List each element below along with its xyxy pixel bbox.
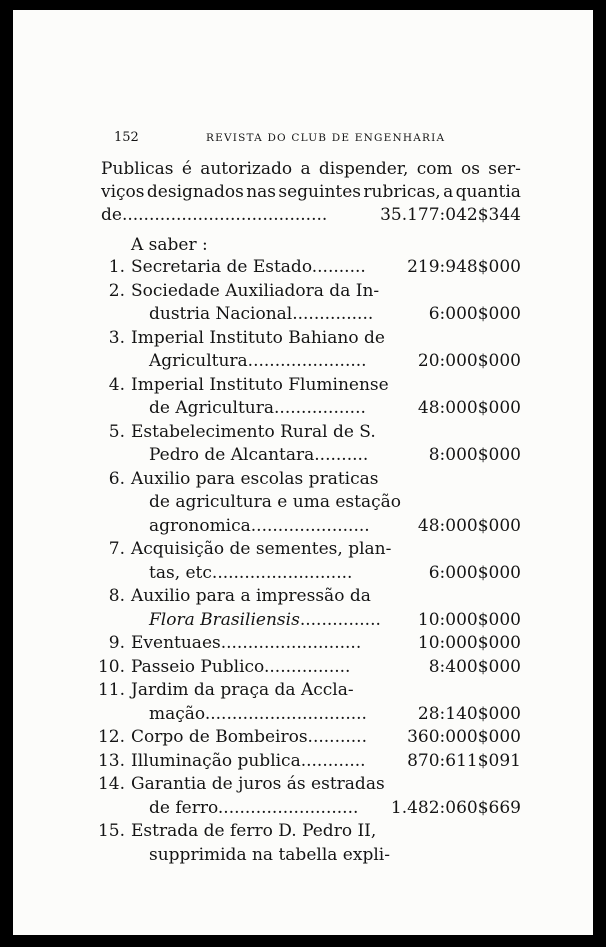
item-text-line: de ferro.......................... (149, 797, 359, 818)
item-text-line: de agricultura e uma estação (149, 492, 401, 512)
item-amount: 10:000$000 (417, 633, 521, 653)
item-text-line: Auxilio para escolas praticas (131, 468, 379, 489)
item-text-line: Secretaria de Estado.......... (131, 257, 366, 277)
item-text-line: supprimida na tabella expli- (149, 844, 390, 865)
item-amount: 48:000$000 (417, 398, 521, 418)
page-number: 152 (114, 130, 139, 145)
item-number: 15. (97, 821, 125, 841)
item-number: 4. (108, 374, 125, 395)
book-page (13, 10, 593, 935)
item-amount: 870:611$091 (407, 750, 521, 771)
item-text-line: dustria Nacional............... (149, 304, 374, 324)
item-number: 2. (108, 280, 125, 301)
item-amount: 20:000$000 (417, 351, 521, 371)
item-text-line: Pedro de Alcantara.......... (149, 445, 369, 465)
item-number: 3. (108, 327, 125, 348)
item-text-line: Estrada de ferro D. Pedro II, (131, 821, 377, 841)
a-saber-label: A saber : (131, 235, 208, 255)
item-amount: 8:400$000 (428, 656, 521, 677)
item-amount: 28:140$000 (417, 703, 521, 724)
item-text-line: Acquisição de sementes, plan- (131, 539, 392, 559)
item-number: 11. (97, 680, 125, 700)
item-number: 10. (97, 656, 125, 677)
item-text-line: Eventuaes.......................... (131, 633, 362, 653)
item-amount: 10:000$000 (417, 609, 521, 630)
item-amount: 8:000$000 (428, 445, 521, 465)
item-amount: 219:948$000 (407, 257, 521, 277)
item-number: 5. (108, 421, 125, 442)
item-number: 12. (97, 727, 125, 747)
item-text-line: Passeio Publico................ (131, 656, 351, 677)
item-amount: 6:000$000 (428, 562, 521, 583)
item-text-line: Jardim da praça da Accla- (131, 680, 354, 700)
item-amount: 6:000$000 (428, 304, 521, 324)
item-text-line: Imperial Instituto Bahiano de (131, 327, 385, 348)
item-text-line: Flora Brasiliensis............... (149, 609, 381, 630)
item-text-line: Agricultura...................... (149, 351, 367, 371)
item-text-line: Corpo de Bombeiros........... (131, 727, 367, 747)
item-text-line: mação.............................. (149, 703, 367, 724)
item-amount: 1.482:060$669 (390, 797, 521, 818)
intro-line-1: Publicas é autorizado a dispender, com os ser- (101, 159, 521, 179)
item-text-line: Illuminação publica............ (131, 750, 366, 771)
total-amount: 35.177:042$344 (380, 205, 521, 225)
item-text-line: Sociedade Auxiliadora da In- (131, 280, 380, 301)
running-title: REVISTA DO CLUB DE ENGENHARIA (206, 132, 446, 144)
item-amount: 48:000$000 (417, 515, 521, 536)
item-text-line: agronomica...................... (149, 515, 370, 536)
intro-line-2: viços designados nas seguintes rubricas, a quantia (101, 182, 521, 202)
item-number: 13. (97, 750, 125, 771)
item-text-line: Garantia de juros ás estradas (131, 774, 385, 794)
item-number: 1. (108, 257, 125, 277)
item-number: 8. (108, 586, 125, 606)
item-number: 14. (97, 774, 125, 794)
item-text-line: Auxilio para a impressão da (131, 586, 371, 606)
item-number: 6. (108, 468, 125, 489)
item-text-line: Imperial Instituto Fluminense (131, 374, 389, 395)
item-text-line: de Agricultura................. (149, 398, 366, 418)
intro-line-3: de...................................... (101, 205, 328, 225)
item-text-line: Estabelecimento Rural de S. (131, 421, 376, 442)
item-amount: 360:000$000 (407, 727, 521, 747)
item-text-line: tas, etc.......................... (149, 562, 353, 583)
item-number: 9. (108, 633, 125, 653)
running-header (114, 130, 534, 150)
item-number: 7. (108, 539, 125, 559)
